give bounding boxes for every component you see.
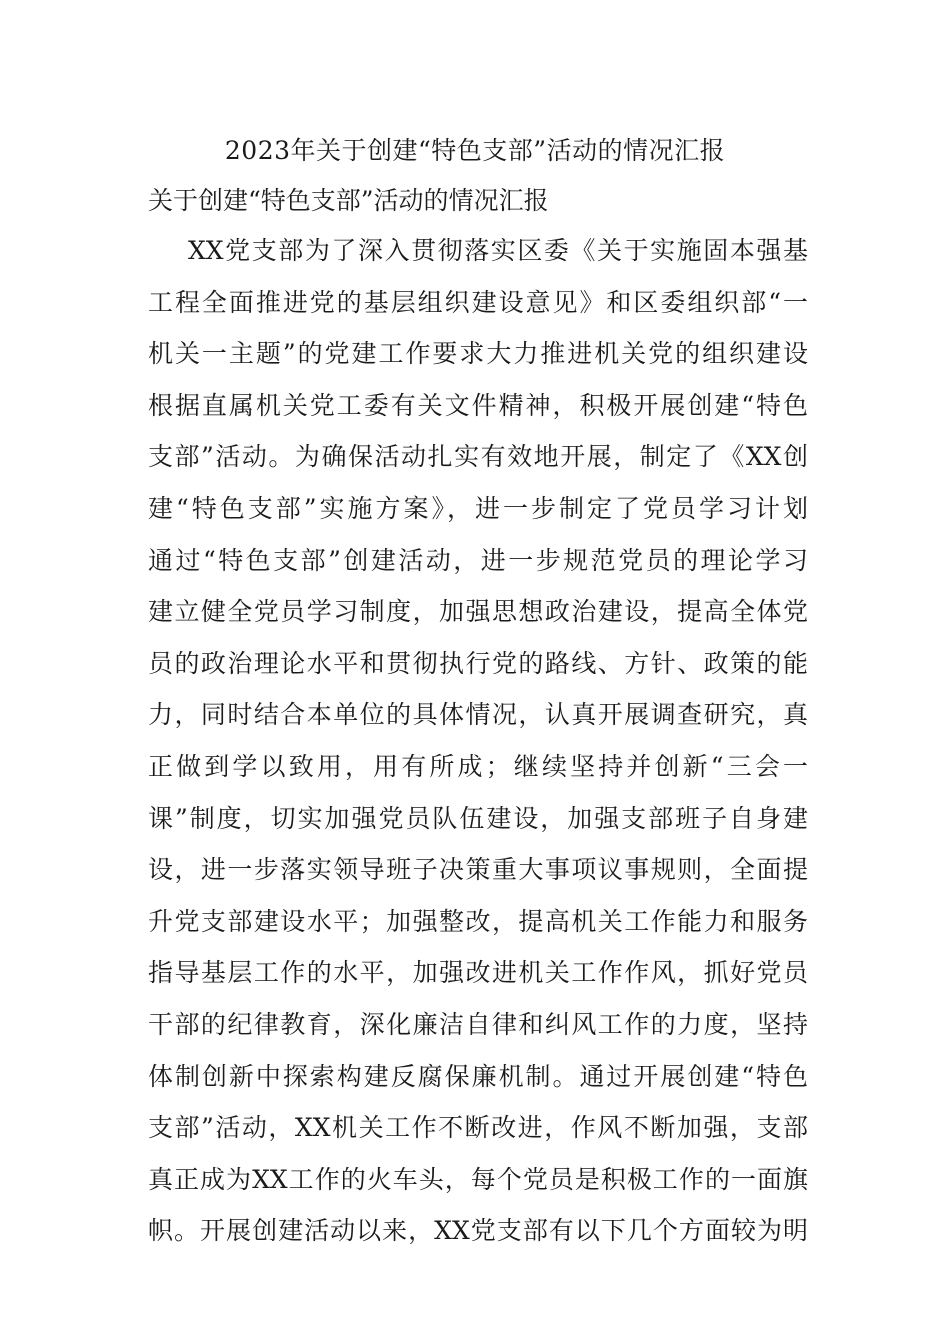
body-line: 干部的纪律教育，深化廉洁自律和纠风工作的力度，坚持 <box>148 1009 808 1039</box>
body-line: 体制创新中探索构建反腐保廉机制。通过开展创建“特色 <box>148 1061 808 1091</box>
body-line: 建立健全党员学习制度，加强思想政治建设，提高全体党 <box>148 597 808 627</box>
body-line: 升党支部建设水平；加强整改，提高机关工作能力和服务 <box>148 906 808 936</box>
body-line: 设，进一步落实领导班子决策重大事项议事规则，全面提 <box>148 855 808 885</box>
body-line: 正做到学以致用，用有所成；继续坚持并创新“三会一 <box>148 751 808 781</box>
body-line: 员的政治理论水平和贯彻执行党的路线、方针、政策的能 <box>148 648 808 678</box>
body-line: 课”制度，切实加强党员队伍建设，加强支部班子自身建 <box>148 803 808 833</box>
body-line: 根据直属机关党工委有关文件精神，积极开展创建“特色 <box>148 390 808 420</box>
body-line: 支部”活动，XX机关工作不断改进，作风不断加强，支部 <box>148 1113 808 1143</box>
document-subtitle: 关于创建“特色支部”活动的情况汇报 <box>148 186 549 215</box>
body-line: 机关一主题”的党建工作要求大力推进机关党的组织建设 <box>148 339 808 369</box>
body-line: XX党支部为了深入贯彻落实区委《关于实施固本强基 <box>188 236 808 265</box>
body-line: 支部”活动。为确保活动扎实有效地开展，制定了《XX创 <box>148 442 808 472</box>
body-line: 指导基层工作的水平，加强改进机关工作作风，抓好党员 <box>148 958 808 988</box>
body-line: 真正成为XX工作的火车头，每个党员是积极工作的一面旗 <box>148 1164 808 1194</box>
body-line: 建“特色支部”实施方案》，进一步制定了党员学习计划 <box>148 493 808 523</box>
document-title: 2023年关于创建“特色支部”活动的情况汇报 <box>224 136 726 165</box>
body-paragraph <box>148 230 808 1262</box>
body-line: 工程全面推进党的基层组织建设意见》和区委组织部“一 <box>148 287 808 317</box>
body-line: 通过“特色支部”创建活动，进一步规范党员的理论学习 <box>148 545 808 575</box>
body-line: 帜。开展创建活动以来，XX党支部有以下几个方面较为明 <box>148 1216 808 1246</box>
body-line: 力，同时结合本单位的具体情况，认真开展调查研究，真 <box>148 700 808 730</box>
